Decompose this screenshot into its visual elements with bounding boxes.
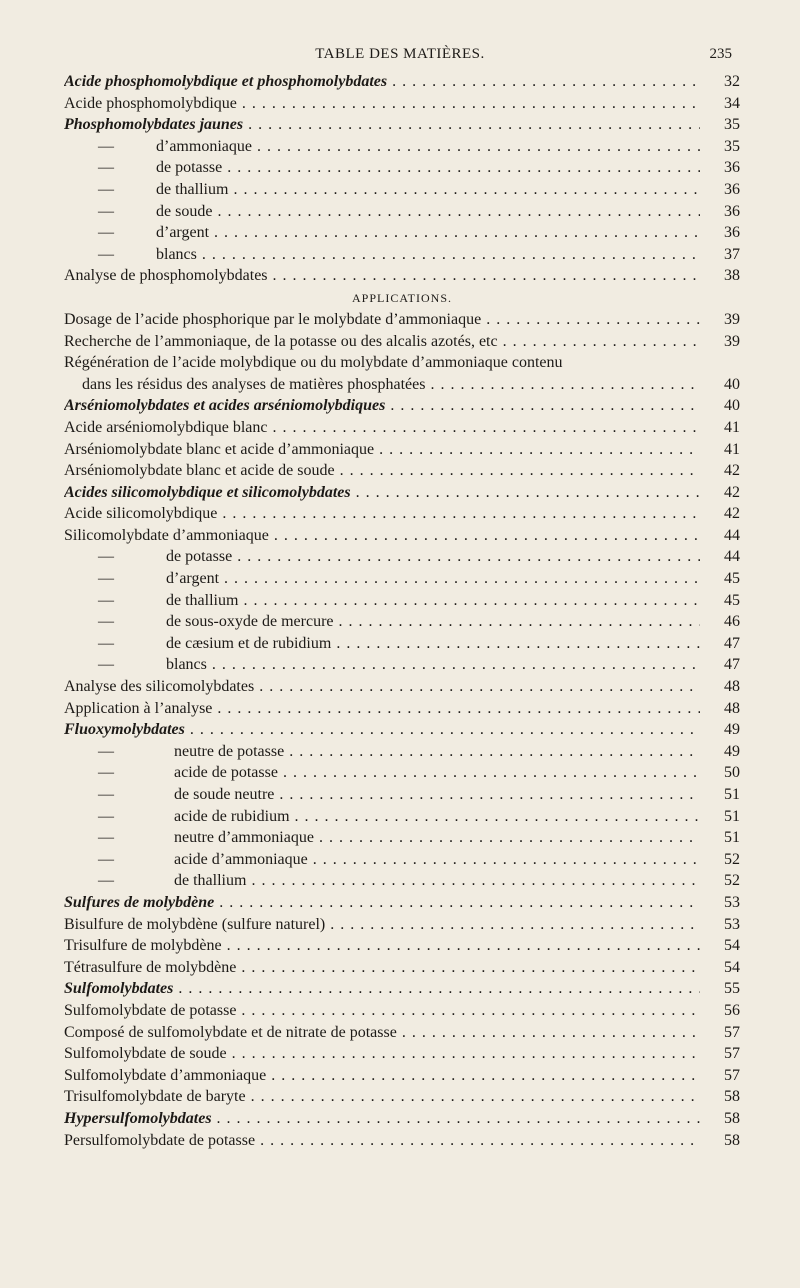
ditto-dash: —	[98, 807, 114, 825]
toc-entry-label: Analyse des silicomolybdates	[64, 678, 255, 696]
toc-entry-label: de thallium	[174, 872, 247, 890]
toc-entry-label: de cæsium et de rubidium	[166, 634, 332, 652]
toc-entry-page: 51	[700, 784, 740, 806]
toc-entry-page: 32	[700, 71, 740, 93]
toc-entry	[64, 136, 740, 158]
toc-entry-text	[64, 827, 740, 849]
toc-entry-text	[64, 654, 740, 676]
toc-entry-label: neutre de potasse	[174, 742, 285, 760]
toc-entry-text	[64, 719, 740, 741]
toc-entry-text	[64, 1108, 740, 1130]
toc-entry-page: 36	[700, 201, 740, 223]
toc-entry-label: de thallium	[156, 180, 229, 198]
toc-entry-label: Application à l’analyse	[64, 699, 213, 717]
toc-entry-page: 54	[700, 935, 740, 957]
toc-entry	[64, 503, 740, 525]
toc-entry-page: 44	[700, 525, 740, 547]
toc-entry-text	[64, 201, 740, 223]
toc-entry-text	[64, 265, 740, 287]
toc-entry-label: dans les résidus des analyses de matières phosphatées	[82, 375, 426, 393]
toc-entry-label: neutre d’ammoniaque	[174, 829, 314, 847]
toc-entry-text	[64, 179, 740, 201]
ditto-dash: —	[98, 829, 114, 847]
toc-entry-page: 57	[700, 1043, 740, 1065]
toc-entry-label: Dosage de l’acide phosphorique par le molybdate d’ammoniaque	[64, 310, 482, 328]
toc-entry	[64, 71, 740, 93]
toc-entry	[64, 417, 740, 439]
toc-entry	[64, 374, 740, 396]
toc-entry-label: Arséniomolybdates et acides arséniomolybdiques	[64, 397, 386, 415]
ditto-dash: —	[98, 591, 114, 609]
toc-entry-label: acide de potasse	[174, 764, 278, 782]
toc-entry-page: 41	[700, 439, 740, 461]
toc-entry	[64, 827, 740, 849]
toc-entry-page: 49	[700, 741, 740, 763]
toc-entry-text	[64, 762, 740, 784]
toc-entry-page: 54	[700, 957, 740, 979]
toc-entry	[64, 935, 740, 957]
toc-entry	[64, 676, 740, 698]
toc-entry-text	[64, 374, 740, 396]
toc-entry-page: 47	[700, 633, 740, 655]
toc-entry-page: 39	[700, 309, 740, 331]
toc-entry-label: de thallium	[166, 591, 239, 609]
ditto-dash: —	[98, 742, 114, 760]
toc-entry	[64, 546, 740, 568]
toc-entry-text	[64, 309, 740, 331]
toc-entry	[64, 784, 740, 806]
toc-entry-text	[64, 222, 740, 244]
toc-entry-page: 37	[700, 244, 740, 266]
toc-entry-label: blancs	[156, 245, 197, 263]
toc-entry	[64, 1000, 740, 1022]
ditto-dash: —	[98, 786, 114, 803]
toc-entry	[64, 870, 740, 892]
toc-entry-label: blancs	[166, 656, 207, 674]
toc-entry-page: 42	[700, 482, 740, 504]
toc-entry	[64, 114, 740, 136]
toc-entry	[64, 265, 740, 287]
toc-entry-text	[64, 1130, 740, 1152]
toc-entry	[64, 222, 740, 244]
toc-entry	[64, 957, 740, 979]
toc-entry-text	[64, 417, 740, 439]
toc-entry-text	[64, 136, 740, 158]
toc-entry-page: 47	[700, 654, 740, 676]
toc-entry	[64, 590, 740, 612]
toc-entry-text	[64, 71, 740, 93]
toc-entry-label: Phosphomolybdates jaunes	[64, 116, 244, 134]
toc-entry-page: 38	[700, 265, 740, 287]
toc-entry	[64, 633, 740, 655]
toc-entry-label: Acide arséniomolybdique blanc	[64, 418, 268, 436]
toc-entry-label: Trisulfure de molybdène	[64, 937, 222, 955]
toc-entry-label: d’ammoniaque	[156, 137, 252, 155]
ditto-dash: —	[98, 548, 114, 566]
toc-entry-text	[64, 157, 740, 179]
toc-entry-label: Sulfomolybdate d’ammoniaque	[64, 1066, 267, 1084]
toc-entry-page: 36	[700, 222, 740, 244]
toc-entry-text	[64, 806, 740, 828]
toc-entry-text	[64, 482, 740, 504]
toc-entry-page: 46	[700, 611, 740, 633]
toc-group-chemistry	[64, 71, 740, 287]
toc-entry-text	[64, 1086, 740, 1108]
toc-entry	[64, 914, 740, 936]
toc-entry-text	[64, 1065, 740, 1087]
toc-entry-page: 53	[700, 914, 740, 936]
ditto-dash: —	[98, 613, 114, 631]
ditto-dash: —	[98, 764, 114, 782]
toc-entry-text	[64, 525, 740, 547]
toc-entry-page: 51	[700, 806, 740, 828]
ditto-dash: —	[98, 850, 114, 868]
toc-entry-text	[64, 568, 740, 590]
toc-entry-label: Analyse de phosphomolybdates	[64, 267, 268, 285]
toc-entry-label: d’argent	[156, 224, 210, 242]
toc-entry-text	[64, 633, 740, 655]
ditto-dash: —	[98, 245, 114, 263]
toc-entry-page: 53	[700, 892, 740, 914]
toc-entry-label: Sulfures de molybdène	[64, 893, 215, 911]
toc-entry-page: 58	[700, 1086, 740, 1108]
page-number: 235	[709, 46, 732, 62]
toc-entry-label: Acide phosphomolybdique	[64, 94, 237, 112]
toc-entry-page: 51	[700, 827, 740, 849]
toc-group-applications	[64, 309, 740, 1151]
toc-entry-text	[64, 395, 740, 417]
ditto-dash: —	[98, 137, 114, 155]
toc-entry-text	[64, 892, 740, 914]
toc-entry-label: acide de rubidium	[174, 807, 290, 825]
toc-entry-page: 34	[700, 93, 740, 115]
ditto-dash: —	[98, 202, 114, 220]
toc-entry	[64, 352, 740, 374]
toc-entry-label: Silicomolybdate d’ammoniaque	[64, 526, 269, 544]
toc-entry	[64, 849, 740, 871]
section-heading: APPLICATIONS.	[351, 290, 452, 305]
toc-entry-page: 55	[700, 978, 740, 1000]
toc-entry-page: 57	[700, 1065, 740, 1087]
running-title: TABLE DES MATIÈRES.	[315, 46, 485, 62]
toc-entry-label: Acide silicomolybdique	[64, 505, 218, 523]
toc-entry-label: acide d’ammoniaque	[174, 850, 308, 868]
toc-entry	[64, 611, 740, 633]
toc-entry-text	[64, 849, 740, 871]
toc-entry-page: 44	[700, 546, 740, 568]
toc-entry-text	[64, 439, 740, 461]
toc-entry-text	[64, 546, 740, 568]
toc-entry-label: de sous-oxyde de mercure	[166, 613, 334, 631]
toc-entry	[64, 460, 740, 482]
toc-entry-page: 36	[700, 179, 740, 201]
toc-entry-text	[64, 784, 740, 806]
toc-entry	[64, 331, 740, 353]
toc-entry	[64, 1108, 740, 1130]
toc-entry-page: 42	[700, 460, 740, 482]
toc-entry-label: Recherche de l’ammoniaque, de la potasse ou des alcalis azotés, etc	[64, 332, 498, 350]
toc-entry-label: Acide phosphomolybdique et phosphomolybdates	[64, 73, 388, 90]
toc-entry-page: 35	[700, 114, 740, 136]
toc-entry	[64, 1022, 740, 1044]
toc-entry	[64, 1065, 740, 1087]
toc-entry-text	[64, 914, 740, 936]
toc-entry-page: 57	[700, 1022, 740, 1044]
toc-entry-text	[64, 698, 740, 720]
toc-entry-page: 35	[700, 136, 740, 158]
toc-entry-label: Fluoxymolybdates	[64, 721, 185, 739]
toc-entry-page: 50	[700, 762, 740, 784]
toc-entry-page: 36	[700, 157, 740, 179]
toc-entry-label: de potasse	[156, 159, 223, 177]
toc-entry	[64, 157, 740, 179]
ditto-dash: —	[98, 159, 114, 177]
toc-entry-text	[64, 244, 740, 266]
ditto-dash: —	[98, 656, 114, 674]
toc-entry	[64, 244, 740, 266]
toc-entry-text	[64, 1000, 740, 1022]
toc-entry-page: 45	[700, 568, 740, 590]
toc-entry-label: Persulfomolybdate de potasse	[64, 1131, 256, 1149]
toc-entry-text	[64, 1022, 740, 1044]
toc-entry	[64, 309, 740, 331]
ditto-dash: —	[98, 570, 114, 588]
toc-entry-page: 58	[700, 1130, 740, 1152]
toc-entry	[64, 482, 740, 504]
toc-entry	[64, 1130, 740, 1152]
toc-entry	[64, 1043, 740, 1065]
toc-entry-text	[64, 460, 740, 482]
toc-entry-page: 56	[700, 1000, 740, 1022]
toc-entry-text	[64, 978, 740, 1000]
toc-entry-label: Hypersulfomolybdates	[64, 1109, 212, 1127]
toc-entry-text	[64, 676, 740, 698]
ditto-dash: —	[98, 224, 114, 242]
toc-entry-page: 41	[700, 417, 740, 439]
toc-entry	[64, 741, 740, 763]
toc-entry-page: 48	[700, 698, 740, 720]
toc-entry-page: 52	[700, 849, 740, 871]
toc-entry-label: Bisulfure de molybdène (sulfure naturel)	[64, 915, 326, 933]
page-header	[0, 46, 800, 68]
toc-entry-label: de soude neutre	[174, 786, 275, 803]
toc-entry-page: 40	[700, 395, 740, 417]
toc-entry-text	[64, 590, 740, 612]
toc-entry-text	[64, 114, 740, 136]
table-of-contents	[64, 71, 740, 1151]
toc-entry	[64, 762, 740, 784]
toc-entry-page: 49	[700, 719, 740, 741]
toc-entry-text	[64, 331, 740, 353]
toc-entry-label: Sulfomolybdate de potasse	[64, 1001, 237, 1019]
toc-entry-page: 42	[700, 503, 740, 525]
toc-entry-page: 52	[700, 870, 740, 892]
toc-entry	[64, 654, 740, 676]
toc-entry-text	[64, 870, 740, 892]
toc-entry-page: 45	[700, 590, 740, 612]
toc-entry-text	[64, 352, 740, 374]
toc-entry-label: Tétrasulfure de molybdène	[64, 958, 237, 976]
toc-entry-page: 40	[700, 374, 740, 396]
toc-entry-label: Régénération de l’acide molybdique ou du molybdate d’ammoniaque contenu	[64, 354, 563, 372]
toc-entry	[64, 698, 740, 720]
toc-entry-label: Arséniomolybdate blanc et acide de soude	[64, 462, 335, 480]
ditto-dash: —	[98, 872, 114, 890]
toc-entry	[64, 395, 740, 417]
toc-entry-label: Acides silicomolybdique et silicomolybdates	[64, 483, 351, 501]
toc-entry-text	[64, 935, 740, 957]
toc-entry	[64, 93, 740, 115]
ditto-dash: —	[98, 634, 114, 652]
toc-entry-page: 48	[700, 676, 740, 698]
toc-entry-label: Arséniomolybdate blanc et acide d’ammoniaque	[64, 440, 375, 458]
toc-entry-text	[64, 1043, 740, 1065]
toc-entry-text	[64, 741, 740, 763]
toc-entry-label: d’argent	[166, 570, 220, 588]
toc-entry-page: 58	[700, 1108, 740, 1130]
toc-entry	[64, 201, 740, 223]
toc-entry-text	[64, 93, 740, 115]
ditto-dash: —	[98, 180, 114, 198]
toc-entry-page: 39	[700, 331, 740, 353]
toc-entry	[64, 568, 740, 590]
toc-entry	[64, 978, 740, 1000]
toc-entry-label: de potasse	[166, 548, 233, 566]
toc-entry	[64, 525, 740, 547]
toc-entry-label: Trisulfomolybdate de baryte	[64, 1088, 246, 1106]
toc-entry	[64, 719, 740, 741]
toc-entry	[64, 179, 740, 201]
toc-entry	[64, 806, 740, 828]
toc-entry-label: Composé de sulfomolybdate et de nitrate de potasse	[64, 1023, 397, 1041]
toc-entry-text	[64, 957, 740, 979]
toc-entry	[64, 1086, 740, 1108]
toc-entry	[64, 892, 740, 914]
toc-entry-label: Sulfomolybdate de soude	[64, 1045, 227, 1063]
toc-entry-text	[64, 611, 740, 633]
toc-entry-label: de soude	[156, 202, 213, 220]
toc-entry-label: Sulfomolybdates	[64, 980, 174, 998]
toc-entry	[64, 439, 740, 461]
toc-entry-text	[64, 503, 740, 525]
